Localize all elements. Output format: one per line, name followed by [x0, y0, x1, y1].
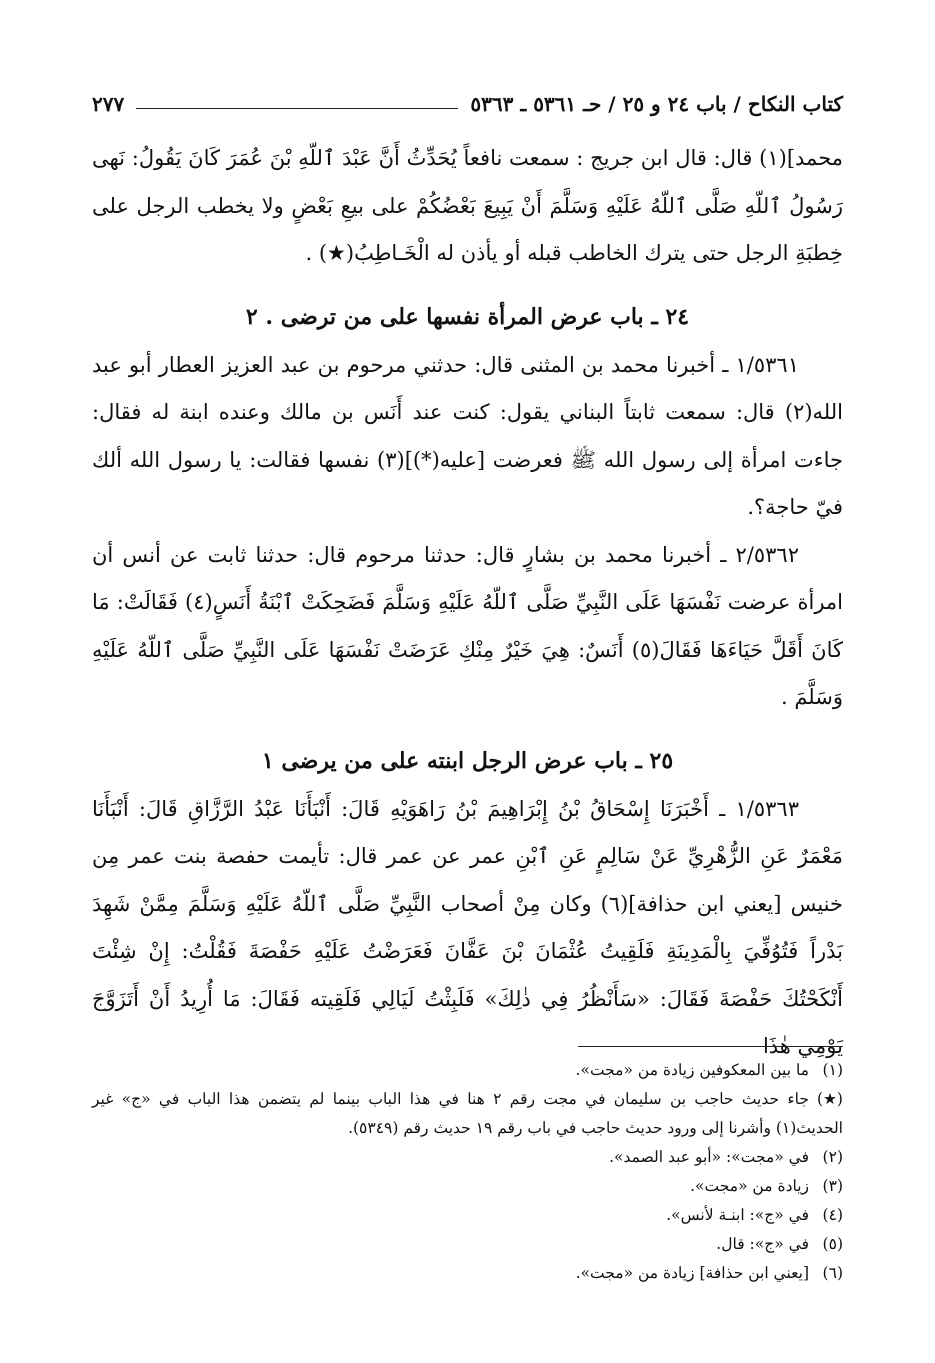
footnote-mark: (★): [816, 1090, 843, 1108]
footnote-mark: (١): [822, 1061, 843, 1079]
hadith-5361: ١/٥٣٦١ ـ أخبرنا محمد بن المثنى قال: حدثني مرحوم بن عبد العزيز العطار أبو عبد الله(٢) قال: سمعت ثابتاً البناني يقول: كنت عند أَنَس بن مالك وعنده ابنة له فقال: جاءت امرأة إلى رسول الله ﷺ فعرضت [عليه(*)](٣) نفسها فقالت: يا رسول الله ألك فيّ حاجة؟.: [92, 352, 844, 519]
hadith-5363: ١/٥٣٦٣ ـ أَخْبَرَنَا إِسْحَاقُ بْنُ إِبْرَاهِيمَ بْنُ رَاهَوَيْهِ قَالَ: أَنْبَأَنَا عَبْدُ الرَّزَّاقِ قَالَ: أَنْبَأَنَا مَعْمَرٌ عَنِ الزُّهْرِيِّ عَنْ سَالِمٍ عَنِ ٱبْنِ عمر عن عمر قال: تأيمت حفصة بنت عمر مِن خنيس [يعني ابن حذافة](٦) وكان مِنْ أصحاب النَّبِيِّ صَلَّى ٱللّهُ عَلَيْهِ وَسَلَّمَ مِمَّنْ شَهِدَ بَدْراً فَتُوُفِّيَ بِالْمَدِينَةِ فَلَقِيتُ عُثْمَانَ بْنَ عَفَّانَ فَعَرَضْتُ عَلَيْهِ حَفْصَةَ فَقُلْتُ: إِنْ شِئْتَ أَنْكَحْتُكَ حَفْصَةَ فَقَالَ: «سَأَنْظُرُ فِي ذٰلِكَ» فَلَبِثْتُ لَيَالِي فَلَقِيته فَقَالَ: مَا أُرِيدُ أَنْ أَتَزَوَّجَ يَوْمِي هٰذَا: [92, 796, 843, 1058]
footnote-6: [92, 1259, 843, 1288]
footnotes: [92, 1056, 843, 1288]
footnote-text: جاء حديث حاجب بن سليمان في مجت رقم ٢ هنا في هذا الباب بينما لم يتضمن هذا الباب في «ج» غير الحديث(١) وأشرنا إلى ورود حديث حاجب في باب رقم ١٩ حديث رقم (٥٣٤٩).: [92, 1090, 843, 1137]
main-text: [92, 135, 843, 1071]
footnote-mark: (٢): [822, 1148, 843, 1166]
footnote-text: [يعني ابن حذافة] زيادة من «مجت».: [575, 1264, 809, 1282]
page-header: [92, 84, 843, 124]
footnote-1: [92, 1056, 843, 1085]
footnote-3: [92, 1172, 843, 1201]
footnote-5: [92, 1230, 843, 1259]
footnote-text: في «ج»: ابنـة لأنس».: [666, 1206, 809, 1224]
hadith-5362: ٢/٥٣٦٢ ـ أخبرنا محمد بن بشارٍ قال: حدثنا مرحوم قال: حدثنا ثابت عن أنس أن امرأة عرضت نَفْسَهَا عَلَى النَّبِيِّ صَلَّى ٱللّهُ عَلَيْهِ وَسَلَّمَ فَضَحِكَتْ ٱبْنَةُ أَنَسٍ(٤) فَقَالَتْ: مَا كَانَ أَقَلَّ حَيَاءَهَا فَقَالَ(٥) أَنَسٌ: هِيَ خَيْرٌ مِنْكِ عَرَضَتْ نَفْسَهَا عَلَى النَّبِيِّ صَلَّى ٱللّهُ عَلَيْهِ وَسَلَّمَ .: [92, 542, 843, 709]
paragraph-continuation: محمد](١) قال: قال ابن جريج : سمعت نافعاً يُحَدِّثُ أَنَّ عَبْدَ ٱللّهِ بْنَ عُمَرَ كَانَ يَقُولُ: نَهى رَسُولُ ٱللّهِ صَلَّى ٱللّهُ عَلَيْهِ وَسَلَّمَ أَنْ يَبِيعَ بَعْضُكُمْ على بيعِ بَعْضٍ ولا يخطب الرجل على خِطبَةِ الرجل حتى يترك الخاطب قبله أو يأذن له الْخَـاطِبُ(★) .: [92, 146, 843, 265]
footnote-2: [92, 1143, 843, 1172]
chapter-heading-25: ٢٥ ـ باب عرض الرجل ابنته على من يرضى ١: [261, 747, 674, 774]
footnote-mark: (٦): [822, 1264, 843, 1282]
chapter-heading-24: ٢٤ ـ باب عرض المرأة نفسها على من ترضى . ٢: [245, 303, 690, 330]
footnote-text: ما بين المعكوفين زيادة من «مجت».: [575, 1061, 809, 1079]
footnote-star: [92, 1085, 843, 1143]
running-title: كتاب النكاح / باب ٢٤ و ٢٥ / حـ ٥٣٦١ ـ ٥٣٦٣: [470, 92, 843, 116]
header-rule: [136, 108, 458, 109]
footnote-text: زيادة من «مجت».: [690, 1177, 809, 1195]
footnote-mark: (٣): [822, 1177, 843, 1195]
footnote-mark: (٤): [822, 1206, 843, 1224]
footnote-mark: (٥): [822, 1235, 843, 1253]
footnote-separator: [578, 1046, 843, 1047]
page-number: ٢٧٧: [92, 92, 125, 116]
footnote-text: في «مجت»: «أبو عبد الصمد».: [609, 1148, 809, 1166]
footnote-text: في «ج»: قال.: [716, 1235, 809, 1253]
footnote-4: [92, 1201, 843, 1230]
